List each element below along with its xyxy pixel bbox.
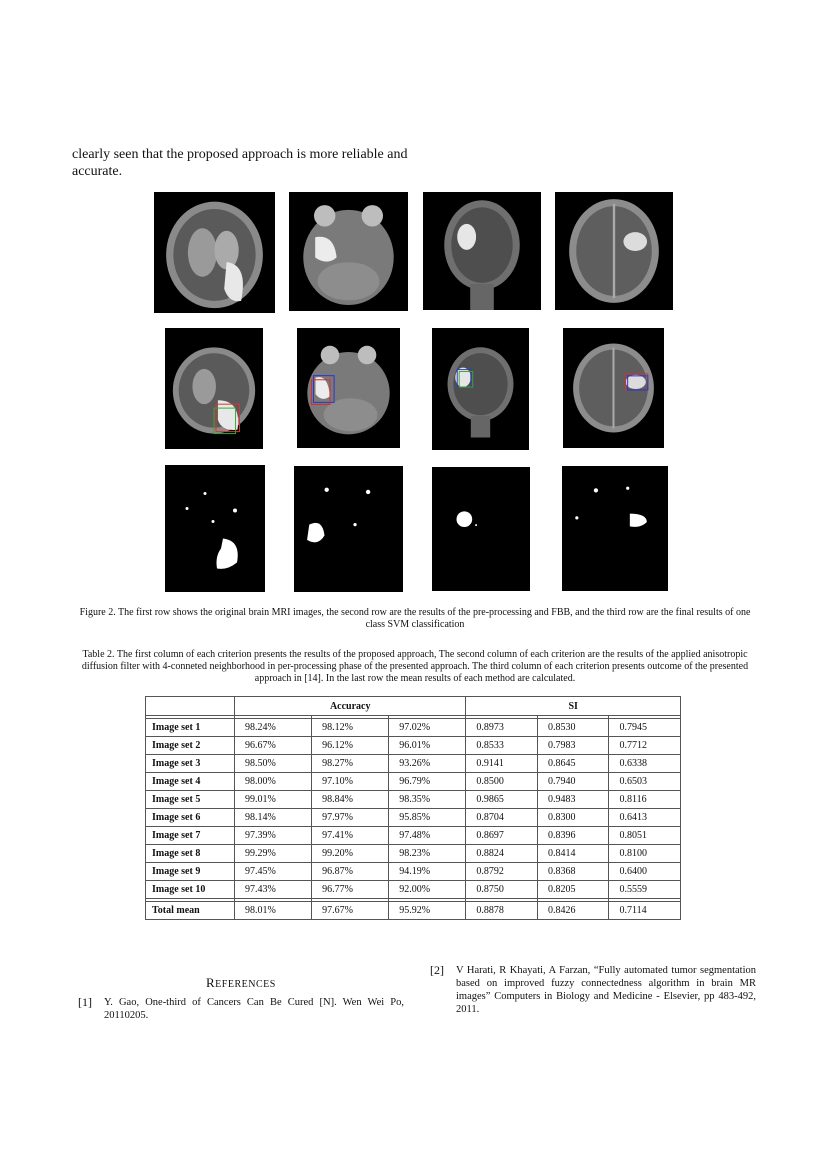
mri-original-2 [289, 192, 408, 311]
cell-accuracy-proposed: 99.01% [235, 791, 312, 809]
mri-fbb-2 [297, 328, 400, 448]
cell-si-ref14: 0.6400 [609, 863, 681, 881]
cell-si-anisotropic: 0.8396 [537, 827, 609, 845]
cell-si-anisotropic: 0.8645 [537, 755, 609, 773]
row-label: Image set 5 [146, 791, 235, 809]
cell-si-ref14: 0.7712 [609, 737, 681, 755]
cell-accuracy-anisotropic: 98.84% [312, 791, 389, 809]
table-row [146, 881, 681, 899]
cell-si-proposed: 0.8704 [466, 809, 538, 827]
cell-si-anisotropic: 0.7940 [537, 773, 609, 791]
cell-accuracy-ref14: 98.23% [389, 845, 466, 863]
cell-si-proposed: 0.8792 [466, 863, 538, 881]
row-label: Image set 4 [146, 773, 235, 791]
reference-number: [2] [430, 963, 444, 977]
row-label: Image set 6 [146, 809, 235, 827]
table-row-total [146, 902, 681, 920]
cell-si-anisotropic: 0.8414 [537, 845, 609, 863]
table-row [146, 791, 681, 809]
cell-si-proposed: 0.9865 [466, 791, 538, 809]
cell-accuracy-anisotropic: 99.20% [312, 845, 389, 863]
row-label: Image set 2 [146, 737, 235, 755]
cell-accuracy-ref14: 97.48% [389, 827, 466, 845]
header-accuracy: Accuracy [235, 697, 466, 716]
table-row [146, 755, 681, 773]
figure-caption: Figure 2. The first row shows the original brain MRI images, the second row are the results of the pre-processing and FBB, and the third row are the final results of one class SVM classification [79, 607, 751, 630]
table-row [146, 809, 681, 827]
cell-si-proposed: 0.8824 [466, 845, 538, 863]
cell-si-proposed: 0.8697 [466, 827, 538, 845]
cell-si-anisotropic: 0.8368 [537, 863, 609, 881]
cell-si-anisotropic: 0.8300 [537, 809, 609, 827]
cell-accuracy-ref14: 96.01% [389, 737, 466, 755]
cell-accuracy-anisotropic: 96.77% [312, 881, 389, 899]
cell-si-ref14: 0.8051 [609, 827, 681, 845]
cell-accuracy-proposed: 98.01% [235, 902, 312, 920]
cell-si-anisotropic: 0.9483 [537, 791, 609, 809]
mri-original-4 [555, 192, 673, 310]
cell-si-ref14: 0.6413 [609, 809, 681, 827]
reference-text: V Harati, R Khayati, A Farzan, “Fully automated tumor segmentation based on improved fuzzy connectedness algorithm in brain MR images” Computers in Biology and Medicine - Elsevier, pp 483-492, 2011. [456, 965, 756, 1015]
header-blank [146, 697, 235, 716]
cell-si-ref14: 0.6338 [609, 755, 681, 773]
cell-accuracy-anisotropic: 97.67% [312, 902, 389, 920]
cell-accuracy-anisotropic: 97.97% [312, 809, 389, 827]
row-label: Image set 10 [146, 881, 235, 899]
row-label: Image set 3 [146, 755, 235, 773]
mri-fbb-3 [432, 328, 529, 450]
cell-si-proposed: 0.8973 [466, 719, 538, 737]
cell-accuracy-proposed: 97.39% [235, 827, 312, 845]
cell-si-ref14: 0.6503 [609, 773, 681, 791]
mri-original-1 [154, 192, 275, 313]
cell-accuracy-ref14: 96.79% [389, 773, 466, 791]
cell-si-ref14: 0.7945 [609, 719, 681, 737]
cell-accuracy-ref14: 93.26% [389, 755, 466, 773]
row-label: Image set 9 [146, 863, 235, 881]
cell-accuracy-anisotropic: 96.12% [312, 737, 389, 755]
cell-si-anisotropic: 0.8530 [537, 719, 609, 737]
cell-accuracy-proposed: 98.50% [235, 755, 312, 773]
mri-svm-3 [432, 467, 530, 591]
cell-si-proposed: 0.8750 [466, 881, 538, 899]
cell-accuracy-anisotropic: 96.87% [312, 863, 389, 881]
cell-accuracy-ref14: 95.92% [389, 902, 466, 920]
cell-accuracy-proposed: 98.00% [235, 773, 312, 791]
mri-original-3 [423, 192, 541, 310]
cell-si-anisotropic: 0.7983 [537, 737, 609, 755]
cell-si-ref14: 0.5559 [609, 881, 681, 899]
row-label: Image set 8 [146, 845, 235, 863]
cell-si-anisotropic: 0.8205 [537, 881, 609, 899]
header-si: SI [466, 697, 681, 716]
mri-svm-4 [562, 466, 668, 591]
cell-accuracy-anisotropic: 98.12% [312, 719, 389, 737]
row-label: Image set 7 [146, 827, 235, 845]
cell-accuracy-proposed: 97.43% [235, 881, 312, 899]
cell-accuracy-proposed: 99.29% [235, 845, 312, 863]
cell-accuracy-proposed: 96.67% [235, 737, 312, 755]
table-row [146, 863, 681, 881]
cell-accuracy-anisotropic: 97.41% [312, 827, 389, 845]
row-label: Image set 1 [146, 719, 235, 737]
cell-si-ref14: 0.8116 [609, 791, 681, 809]
cell-si-ref14: 0.7114 [609, 902, 681, 920]
cell-accuracy-ref14: 98.35% [389, 791, 466, 809]
cell-accuracy-proposed: 98.14% [235, 809, 312, 827]
table-row [146, 827, 681, 845]
cell-accuracy-proposed: 98.24% [235, 719, 312, 737]
cell-accuracy-anisotropic: 97.10% [312, 773, 389, 791]
cell-si-proposed: 0.8500 [466, 773, 538, 791]
table-header-row [146, 697, 681, 716]
row-label: Total mean [146, 902, 235, 920]
cell-accuracy-ref14: 97.02% [389, 719, 466, 737]
reference-text: Y. Gao, One-third of Cancers Can Be Cured [N]. Wen Wei Po, 20110205. [104, 997, 404, 1021]
table-body [146, 719, 681, 899]
table-row [146, 737, 681, 755]
intro-paragraph: clearly seen that the proposed approach is more reliable and accurate. [72, 147, 408, 179]
cell-accuracy-anisotropic: 98.27% [312, 755, 389, 773]
table-row [146, 845, 681, 863]
cell-si-proposed: 0.9141 [466, 755, 538, 773]
references-title-rest: EFERENCES [215, 979, 276, 990]
cell-accuracy-ref14: 92.00% [389, 881, 466, 899]
mri-svm-1 [165, 465, 265, 592]
reference-number: [1] [78, 995, 92, 1009]
cell-accuracy-ref14: 95.85% [389, 809, 466, 827]
cell-si-proposed: 0.8533 [466, 737, 538, 755]
table-caption: Table 2. The first column of each criterion presents the results of the proposed approach, The second column of each criterion are the results of the applied anisotropic diffusion filter with 4-conneted neighborhood in per-processing phase of the presented approach. The third column of each criterion presents outcome of the presented approach in [14]. In the last row the mean results of each method are calculated. [81, 649, 749, 684]
references-title [206, 975, 276, 991]
results-table [145, 696, 681, 920]
cell-accuracy-ref14: 94.19% [389, 863, 466, 881]
cell-si-ref14: 0.8100 [609, 845, 681, 863]
mri-svm-2 [294, 466, 403, 592]
mri-fbb-4 [563, 328, 664, 448]
mri-fbb-1 [165, 328, 263, 449]
table-row [146, 719, 681, 737]
references-title-initial: R [206, 975, 216, 990]
cell-si-anisotropic: 0.8426 [537, 902, 609, 920]
cell-accuracy-proposed: 97.45% [235, 863, 312, 881]
cell-si-proposed: 0.8878 [466, 902, 538, 920]
table-row [146, 773, 681, 791]
